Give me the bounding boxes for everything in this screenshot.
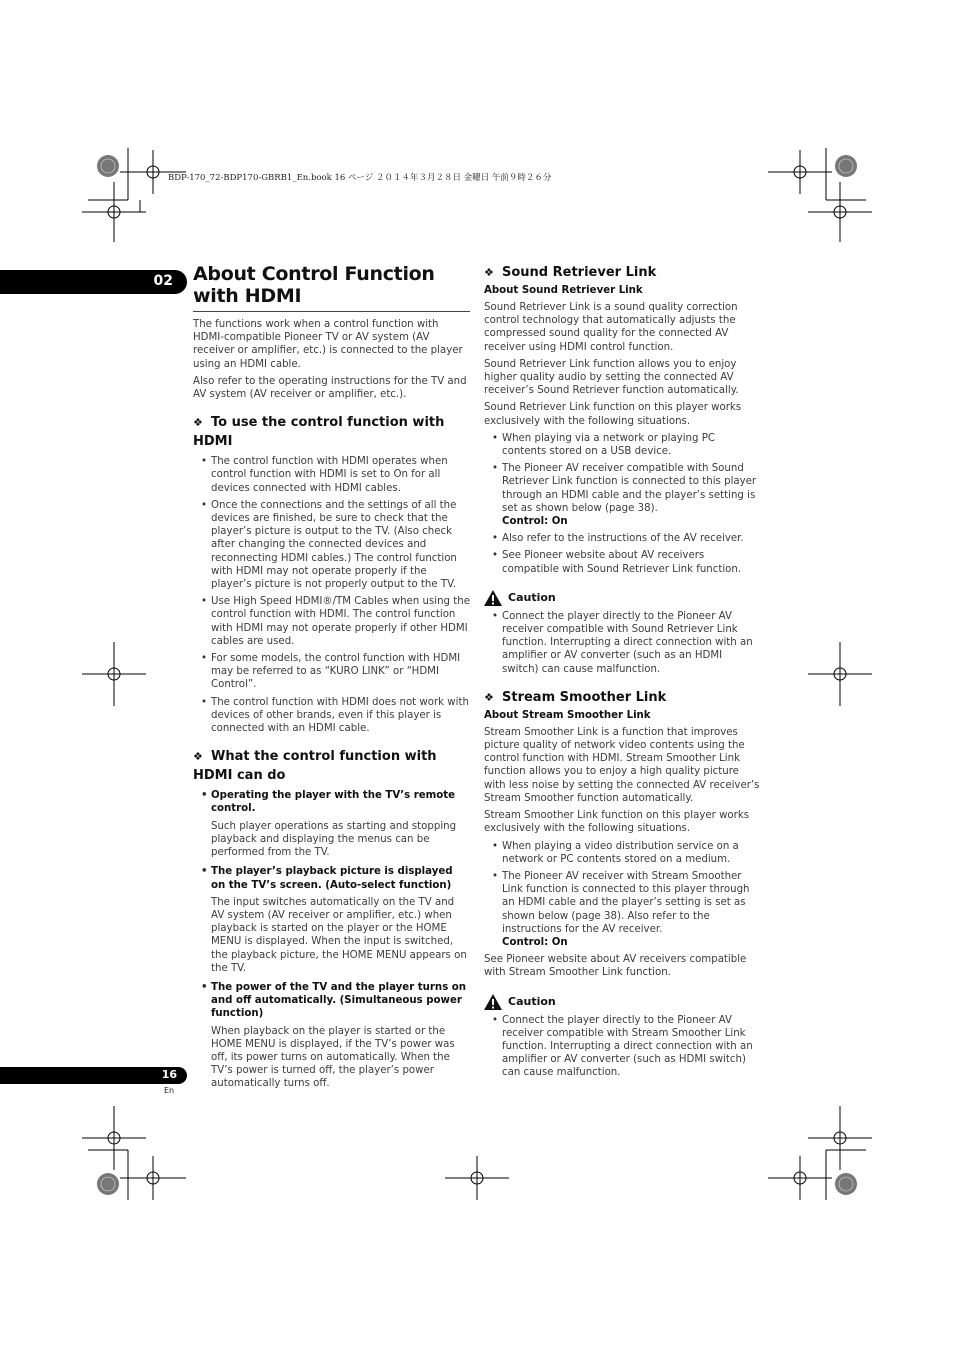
list-item: • Also refer to the instructions of the AV receiver. [484, 532, 760, 545]
stream-smoother-heading: Stream Smoother Link [502, 689, 667, 705]
list-item-title: • The player’s playback picture is displayed on the TV’s screen. (Auto-select function) [193, 865, 470, 891]
list-item-title: • The power of the TV and the player turns on and off automatically. (Simultaneous power function) [193, 981, 470, 1021]
warning-icon [484, 994, 502, 1010]
page-title: About Control Function with HDMI [193, 263, 470, 312]
paragraph: Sound Retriever Link function on this player works exclusively with the following situations. [484, 402, 742, 427]
paragraph: Stream Smoother Link is a function that improves picture quality of network video contents using the control function with HDMI. Stream Smoother Link function allows you to enjoy a high quality picture with less noise by setting the connected AV receiver’s Stream Smoother function automatically. [484, 726, 760, 804]
diamond-icon: ❖ [193, 416, 203, 430]
can-do-list [193, 865, 470, 891]
diamond-icon: ❖ [484, 690, 494, 704]
caution-list [484, 610, 760, 676]
paragraph: Sound Retriever Link function allows you to enjoy higher quality audio by setting the connected AV receiver’s Sound Retriever function automatically. [484, 358, 739, 397]
page-number-tab [0, 1067, 187, 1084]
list-item: • Use High Speed HDMI®/TM Cables when using the control function with HDMI. The control function with HDMI may not operate properly if other HDMI cables are used. [193, 595, 470, 648]
caution-label: Caution [508, 591, 556, 605]
list-item: • Connect the player directly to the Pioneer AV receiver compatible with Stream Smoother Link function. Interrupting a direct connection with an amplifier or AV converter (such as HDMI switch) can cause malfunction. [484, 1014, 760, 1080]
left-column [193, 263, 470, 1097]
caution-label: Caution [508, 994, 556, 1008]
right-column [484, 263, 760, 1084]
paragraph: See Pioneer website about AV receivers compatible with Stream Smoother Link function. [484, 954, 747, 979]
chapter-number: 02 [153, 273, 173, 289]
diamond-icon: ❖ [484, 266, 494, 279]
diamond-icon: ❖ [193, 750, 203, 764]
section-heading [484, 263, 760, 282]
stream-smoother-list [484, 840, 760, 950]
paragraph: Sound Retriever Link is a sound quality correction control technology that automatically adjusts the compressed sound quality for the connected AV receiver using HDMI control function. [484, 302, 738, 353]
sound-retriever-subheading: About Sound Retriever Link [484, 285, 643, 296]
list-item-text: The Pioneer AV receiver with Stream Smoother Link function is connected to this player through an HDMI cable and the player’s setting is set as shown below (page 38). Also refer to the instructions for the AV receiver. [502, 870, 750, 935]
list-item-title: • Operating the player with the TV’s remote control. [193, 789, 470, 815]
sound-retriever-heading: Sound Retriever Link [502, 265, 657, 280]
chapter-tab [0, 270, 187, 294]
section-heading [193, 413, 470, 451]
list-item: • When playing a video distribution service on a network or PC contents stored on a medium. [484, 840, 760, 866]
can-do-list [193, 789, 470, 815]
stream-smoother-subheading: About Stream Smoother Link [484, 709, 651, 721]
can-do-list [193, 981, 470, 1021]
list-item: • Once the connections and the settings of all the devices are finished, be sure to check that the player’s picture is output to the TV. (Also check after changing the connected devices and reconnecting HDMI cables.) The control function with HDMI may not operate properly if the player’s picture is not properly output to the TV. [193, 499, 470, 591]
list-item-text: When playback on the player is started or the HOME MENU is displayed, if the TV’s power was off, its power turns on automatically. When the TV’s power is turned off, the player’s power automatically turns off. [211, 1025, 455, 1090]
intro-paragraph: Also refer to the operating instructions for the TV and AV system (AV receiver or amplifier, etc.). [193, 375, 467, 401]
list-item-text: The Pioneer AV receiver compatible with Sound Retriever Link function is connected to this player through an HDMI cable and the player’s setting is set as shown below (page 38). [502, 463, 757, 514]
list-item [484, 462, 760, 528]
control-setting: Control: On [502, 516, 568, 528]
can-do-heading: What the control function with HDMI can do [193, 749, 437, 784]
section-heading [484, 688, 760, 707]
caution-heading [484, 590, 760, 606]
caution-list [484, 1014, 760, 1080]
list-item [484, 870, 760, 949]
language-label: En [164, 1086, 175, 1095]
control-setting: Control: On [502, 936, 568, 948]
intro-paragraph: The functions work when a control function with HDMI-compatible Pioneer TV or AV system (AV receiver or amplifier, etc.) is connected to the player using an HDMI cable. [193, 319, 463, 370]
caution-heading [484, 994, 760, 1010]
list-item: • See Pioneer website about AV receivers compatible with Sound Retriever Link function. [484, 549, 760, 575]
list-item: • The control function with HDMI does not work with devices of other brands, even if this player is connected with an HDMI cable. [193, 696, 470, 736]
page-number: 16 [161, 1068, 177, 1081]
list-item: • The control function with HDMI operates when control function with HDMI is set to On for all devices connected with HDMI cables. [193, 455, 470, 495]
warning-icon [484, 590, 502, 606]
list-item-text: Such player operations as starting and stopping playback and displaying the menus can be performed from the TV. [211, 820, 457, 859]
print-file-info: BDP-170_72-BDP170-GBRB1_En.book 16 ページ ２０１４年３月２８日 金曜日 午前９時２６分 [168, 173, 552, 183]
list-item: • When playing via a network or playing PC contents stored on a USB device. [484, 432, 760, 458]
use-heading: To use the control function with HDMI [193, 415, 445, 450]
section-heading [193, 747, 470, 785]
paragraph: Stream Smoother Link function on this player works exclusively with the following situations. [484, 810, 750, 835]
use-list [193, 455, 470, 735]
list-item: • For some models, the control function with HDMI may be referred to as “KURO LINK” or “HDMI Control”. [193, 652, 470, 692]
list-item-text: The input switches automatically on the TV and AV system (AV receiver or amplifier, etc.) when playback is started on the player or the HOME MENU is displayed. When the input is switched, the playback picture, the HOME MENU appears on the TV. [211, 896, 467, 974]
list-item: • Connect the player directly to the Pioneer AV receiver compatible with Sound Retriever Link function. Interrupting a direct connection with an amplifier or AV converter (such as an HDMI switch) can cause malfunction. [484, 610, 760, 676]
sound-retriever-list [484, 432, 760, 576]
